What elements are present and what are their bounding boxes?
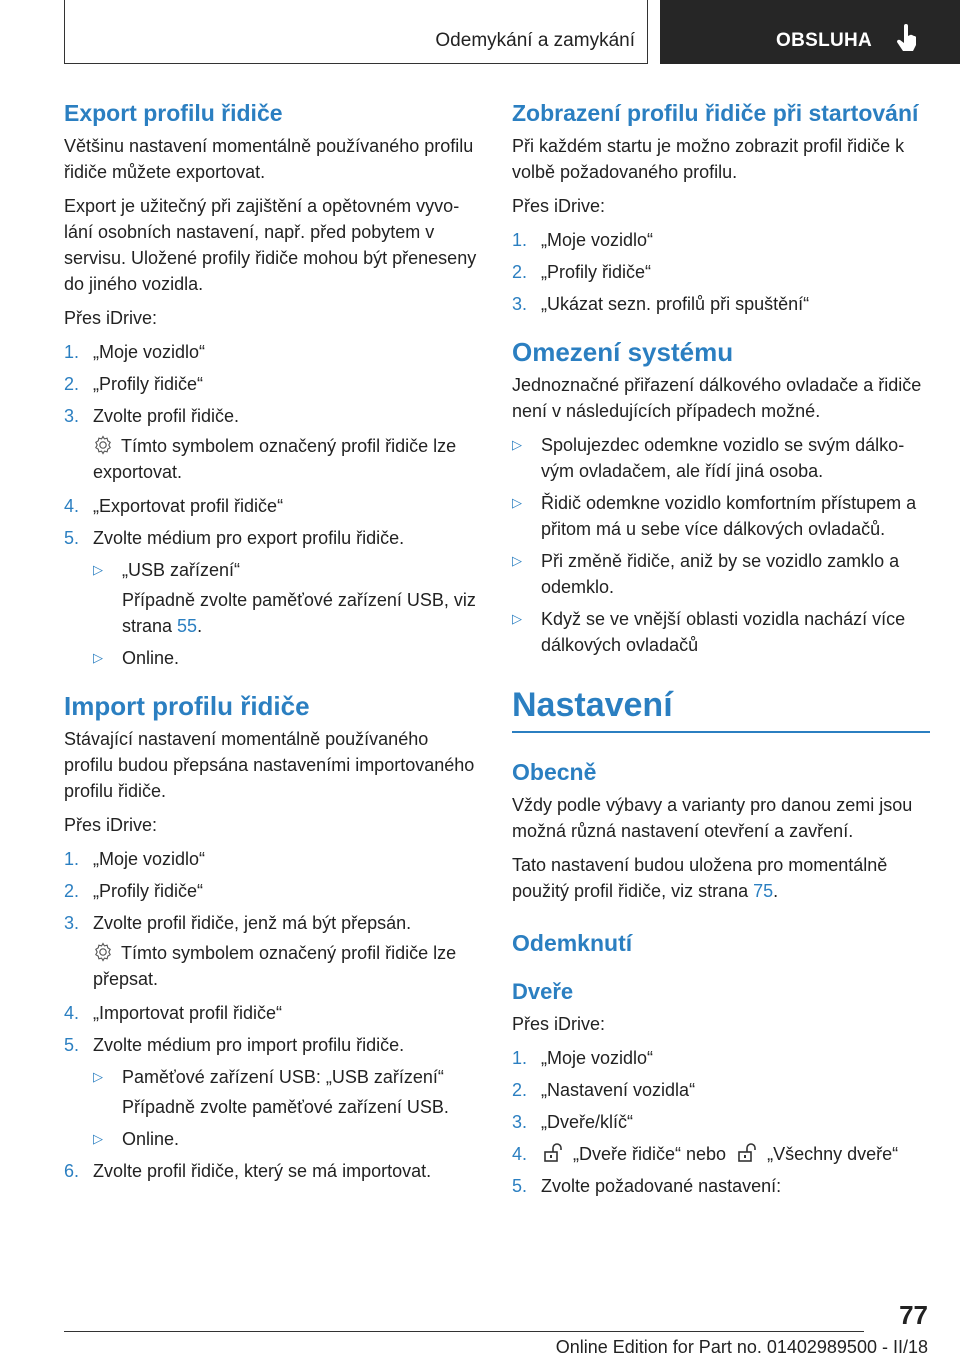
unlock-icon <box>737 1143 759 1163</box>
list-item: ▷ Online. <box>93 645 482 671</box>
left-column <box>64 100 482 1190</box>
triangle-bullet-icon: ▷ <box>93 650 103 665</box>
export-p1: Většinu nastavení momentálně používaného profilu řidiče můžete exportovat. <box>64 136 474 182</box>
gear-icon <box>93 942 113 962</box>
list-item: ▷ Když se ve vnější oblasti vozidla nachází více dálkových ovladačů <box>512 606 930 658</box>
settings-heading: Nastavení <box>512 686 930 733</box>
limits-bullets <box>512 432 930 658</box>
triangle-bullet-icon: ▷ <box>93 562 103 577</box>
general-p2: Tato nastavení budou uložena pro momentálně použitý profil řidiče, viz strana 75. <box>512 855 888 901</box>
list-item: 1. „Moje vozidlo“ <box>512 230 654 250</box>
general-p1: Vždy podle výbavy a varianty pro danou zemi jsou možná různá nastavení otevření a zavření. <box>512 795 913 841</box>
list-item: ▷ „USB zařízení“ <box>93 557 482 583</box>
doors-steps <box>512 1045 930 1199</box>
list-item: 1. „Moje vozidlo“ <box>512 1048 654 1068</box>
header-tab-box <box>660 0 960 64</box>
export-note: Tímto symbolem označený profil řidiče lze exportovat. <box>93 436 457 482</box>
export-steps-2 <box>64 493 482 671</box>
export-p2: Export je užitečný při zajištění a opětovném vyvolání osobních nastavení, např. před pobytem v servisu. Uložené profily řidiče mohou být přeneseny do jiného vozidla. <box>64 196 477 294</box>
list-item: 3. Zvolte profil řidiče. <box>64 406 240 426</box>
list-item: 3. „Ukázat sezn. profilů při spuštění“ <box>512 294 810 314</box>
unlock-heading: Odemknutí <box>512 930 633 956</box>
import-heading: Import profilu řidiče <box>64 691 310 721</box>
list-item: ▷ Online. <box>93 1126 482 1152</box>
hand-pointer-icon <box>896 24 920 54</box>
import-via: Přes iDrive: <box>64 815 158 835</box>
display-via: Přes iDrive: <box>512 196 606 216</box>
list-item: 4. „Dveře řidiče“ nebo „Všechny dveře“ <box>512 1144 899 1164</box>
list-item: ▷ Spolujezdec odemkne vozidlo se svým dálkovým ovladačem, ale řídí jiná osoba. <box>512 432 930 484</box>
list-item: 5. Zvolte médium pro export profilu řidiče. ▷ „USB zařízení“ Případně zvolte paměťové zařízení USB, viz strana 55. ▷ Online. <box>64 525 482 671</box>
list-item: 2. „Nastavení vozidla“ <box>512 1080 696 1100</box>
footer-divider <box>64 1331 864 1332</box>
list-item: 5. Zvolte požadované nastavení: <box>512 1176 782 1196</box>
display-steps <box>512 227 930 317</box>
display-heading: Zobrazení profilu řidiče při startování <box>512 100 919 126</box>
page-link[interactable]: 75 <box>753 881 774 901</box>
export-via: Přes iDrive: <box>64 308 158 328</box>
list-item: 6. Zvolte profil řidiče, který se má importovat. <box>64 1161 432 1181</box>
triangle-bullet-icon: ▷ <box>512 495 522 510</box>
export-heading: Export profilu řidiče <box>64 100 283 126</box>
unlock-icon <box>543 1143 565 1163</box>
triangle-bullet-icon: ▷ <box>512 553 522 568</box>
limits-heading: Omezení systému <box>512 337 734 367</box>
limits-p1: Jednoznačné přiřazení dálkového ovladače a řidiče není v následujících případech možné. <box>512 375 922 421</box>
list-item-note: Případně zvolte paměťové zařízení USB, viz strana 55. <box>122 590 476 636</box>
list-item: 1. „Moje vozidlo“ <box>64 849 206 869</box>
import-steps <box>64 846 482 936</box>
general-heading: Obecně <box>512 759 597 785</box>
list-item: ▷ Řidič odemkne vozidlo komfortním přístupem a přitom má u sebe více dálkových ovladačů. <box>512 490 930 542</box>
triangle-bullet-icon: ▷ <box>93 1069 103 1084</box>
header-title: Odemykání a zamykání <box>435 30 635 51</box>
display-p1: Při každém startu je možno zobrazit profil řidiče k volbě požadovaného profilu. <box>512 136 905 182</box>
export-sub-list <box>93 557 482 671</box>
triangle-bullet-icon: ▷ <box>512 611 522 626</box>
list-item: 4. „Importovat profil řidiče“ <box>64 1003 283 1023</box>
right-column <box>512 100 930 1205</box>
list-item: 3. Zvolte profil řidiče, jenž má být přepsán. <box>64 913 412 933</box>
doors-via: Přes iDrive: <box>512 1014 606 1034</box>
list-item: 2. „Profily řidiče“ <box>64 374 204 394</box>
list-item: 2. „Profily řidiče“ <box>64 881 204 901</box>
list-item: 1. „Moje vozidlo“ <box>64 342 206 362</box>
list-item: 5. Zvolte médium pro import profilu řidiče. ▷ Paměťové zařízení USB: „USB zařízení“ Případně zvolte paměťové zařízení USB. ▷ Online. <box>64 1032 482 1152</box>
list-item: ▷ Paměťové zařízení USB: „USB zařízení“ <box>93 1064 482 1090</box>
footer-edition: Online Edition for Part no. 01402989500 - II/18 <box>555 1337 928 1357</box>
page-link[interactable]: 55 <box>177 616 198 636</box>
import-p1: Stávající nastavení momentálně používaného profilu budou přepsána nastaveními importovaného profilu řidiče. <box>64 729 475 801</box>
list-item: 4. „Exportovat profil řidiče“ <box>64 496 284 516</box>
list-item-note: Případně zvolte paměťové zařízení USB. <box>122 1097 449 1117</box>
header-tab: OBSLUHA <box>776 30 873 51</box>
list-item: ▷ Při změně řidiče, aniž by se vozidlo zamklo a odemklo. <box>512 548 930 600</box>
doors-heading: Dveře <box>512 979 574 1004</box>
import-note: Tímto symbolem označený profil řidiče lze přepsat. <box>93 943 457 989</box>
header-title-box <box>64 0 648 64</box>
export-steps <box>64 339 482 429</box>
list-item: 2. „Profily řidiče“ <box>512 262 652 282</box>
import-sub-list <box>93 1064 482 1152</box>
gear-icon <box>93 435 113 455</box>
list-item: 3. „Dveře/klíč“ <box>512 1112 634 1132</box>
triangle-bullet-icon: ▷ <box>93 1131 103 1146</box>
page-number: 77 <box>899 1300 928 1330</box>
triangle-bullet-icon: ▷ <box>512 437 522 452</box>
import-steps-2 <box>64 1000 482 1184</box>
